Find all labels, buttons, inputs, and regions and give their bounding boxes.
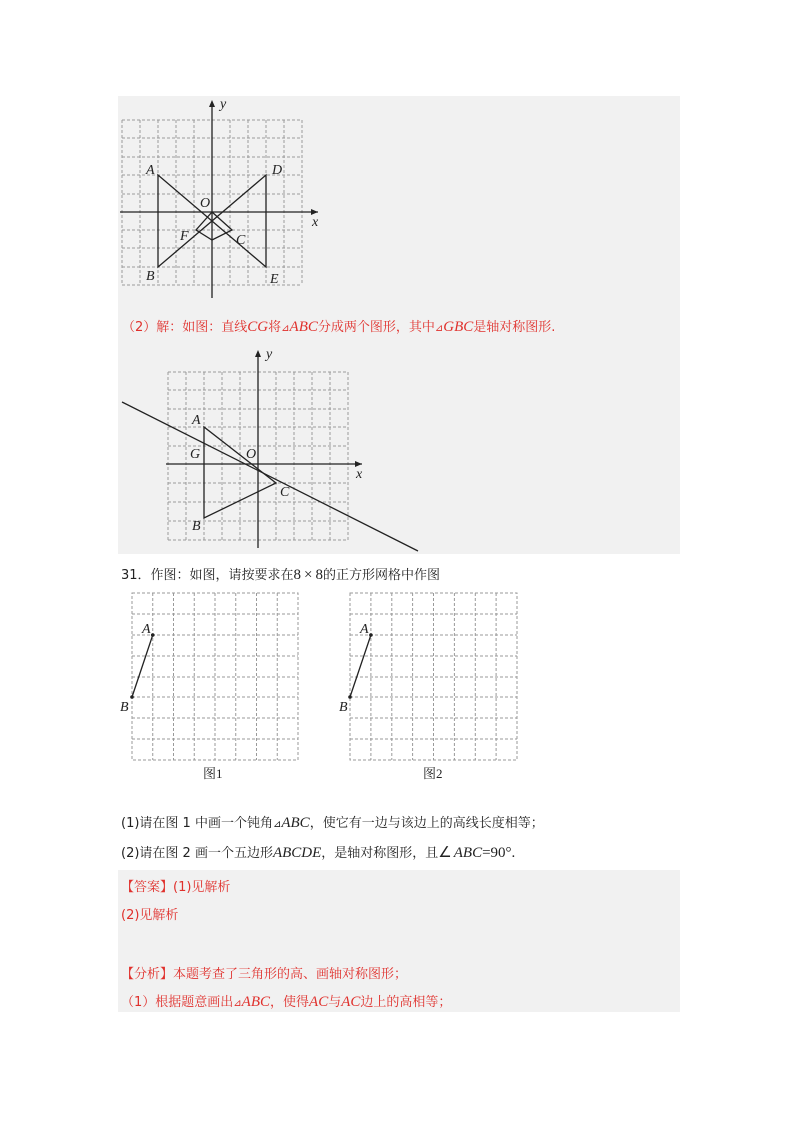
point-label-a-2: A	[192, 413, 201, 428]
analysis-line-2: （1）根据题意画出⊿ABC，使得AC与AC边上的高相等；	[121, 994, 452, 1010]
grid2-caption: 图2	[423, 766, 443, 781]
subquestion-2: (2)请在图 2 画一个五边形ABCDE，是轴对称图形，且∠ ABC=90°.	[121, 845, 516, 861]
point-label-e: E	[270, 272, 279, 287]
point-label-c: C	[236, 233, 246, 248]
grid2-label-b: B	[339, 700, 348, 715]
point-label-b: B	[146, 269, 155, 284]
point-label-f: F	[180, 229, 189, 244]
x-axis-label-2: x	[356, 467, 363, 482]
y-axis-label-2: y	[266, 347, 273, 362]
point-label-b-2: B	[192, 519, 201, 534]
point-label-d: D	[272, 163, 283, 178]
grid2-label-a: A	[360, 622, 369, 637]
grid-fig-2	[350, 593, 517, 760]
point-label-c-2: C	[280, 485, 290, 500]
grid1-label-b: B	[120, 700, 129, 715]
part2-text: （2）解：如图：直线CG将⊿ABC分成两个图形，其中⊿GBC是轴对称图形.	[122, 319, 556, 335]
question-31: 31．作图：如图，请按要求在8 × 8的正方形网格中作图	[121, 567, 441, 583]
grid1-label-a: A	[142, 622, 151, 637]
y-axis-label: y	[220, 97, 227, 112]
grid-fig-1	[132, 593, 298, 760]
origin-label-2: O	[246, 447, 257, 462]
analysis-line-1: 【分析】本题考查了三角形的高、画轴对称图形；	[121, 967, 408, 982]
origin-label: O	[200, 196, 211, 211]
answer-line-1: 【答案】(1)见解析	[121, 880, 231, 895]
grid1-caption: 图1	[203, 766, 223, 781]
answer-line-2: (2)见解析	[121, 908, 179, 923]
point-label-g: G	[190, 447, 201, 462]
point-label-a: A	[146, 163, 155, 178]
x-axis-label: x	[312, 215, 319, 230]
subquestion-1: (1)请在图 1 中画一个钝角⊿ABC，使它有一边与该边上的高线长度相等；	[121, 815, 544, 831]
